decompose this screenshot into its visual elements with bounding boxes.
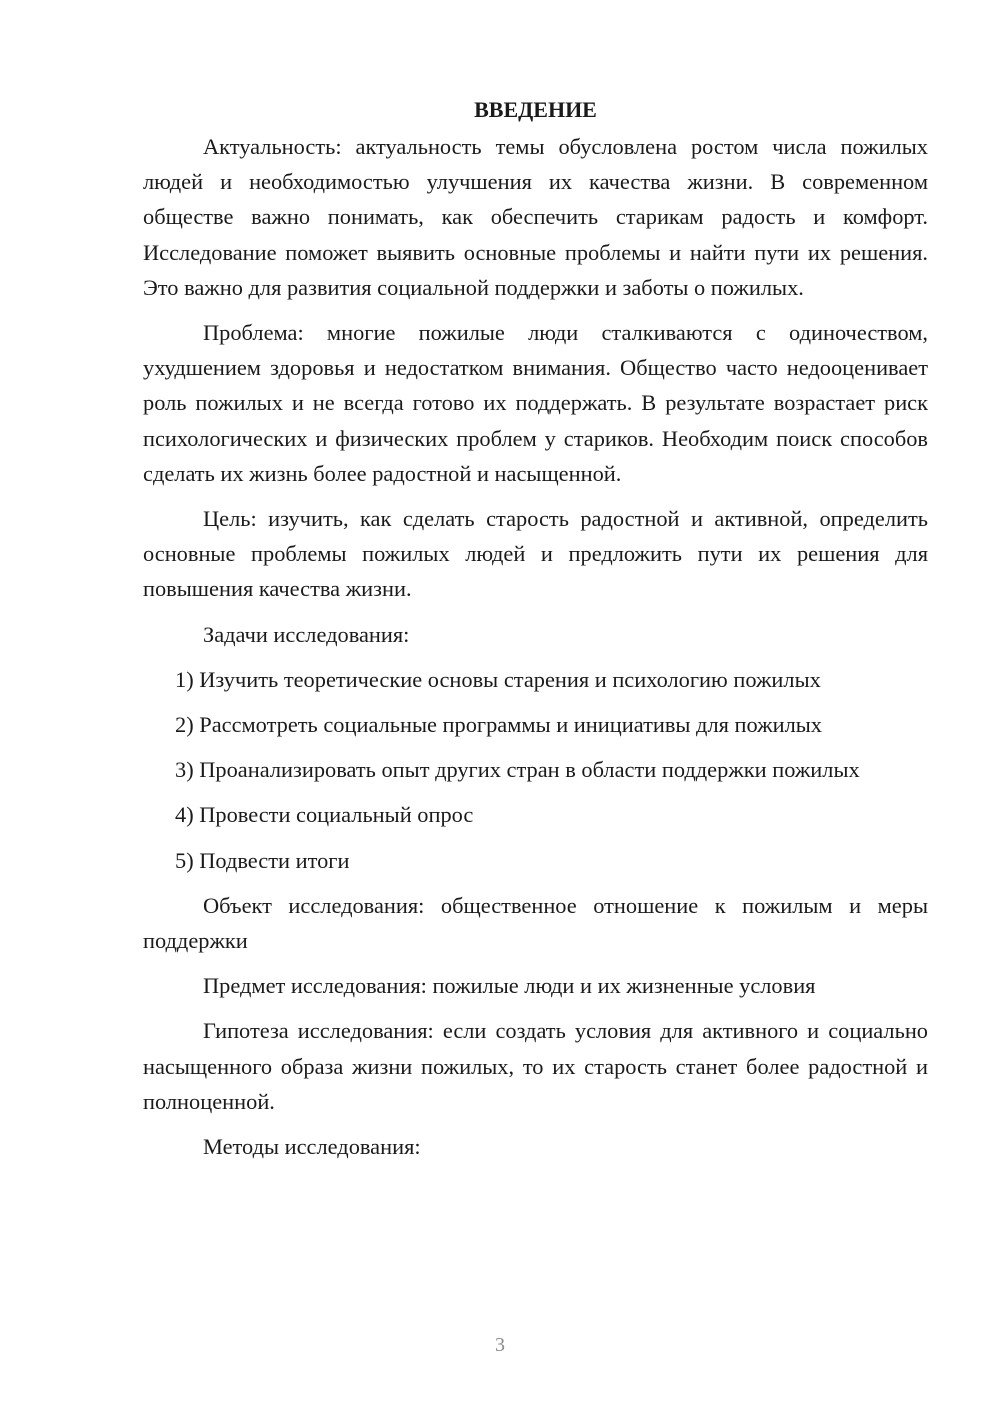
page-number: 3	[495, 1334, 505, 1356]
task-item-2: 2) Рассмотреть социальные программы и инициативы для пожилых	[175, 712, 822, 738]
page-body	[143, 92, 928, 1174]
section-title: ВВЕДЕНИЕ	[474, 97, 597, 122]
goal-paragraph: Цель: изучить, как сделать старость радостной и активной, определить основные проблемы пожилых людей и предложить пути их решения для повышения качества жизни.	[143, 506, 928, 602]
tasks-heading: Задачи исследования:	[203, 621, 410, 647]
problem-paragraph: Проблема: многие пожилые люди сталкиваются с одиночеством, ухудшением здоровья и недостатком внимания. Общество часто недооценивает роль пожилых и не всегда готово их поддержать. В результате возрастает риск психологических и физических проблем у стариков. Необходим поиск способов сделать их жизнь более радостной и насыщенной.	[143, 320, 928, 486]
task-item-4: 4) Провести социальный опрос	[175, 802, 474, 828]
task-item-5: 5) Подвести итоги	[175, 847, 350, 873]
task-item-1: 1) Изучить теоретические основы старения и психологию пожилых	[175, 666, 821, 692]
task-item-3: 3) Проанализировать опыт других стран в области поддержки пожилых	[175, 757, 860, 783]
object-paragraph: Объект исследования: общественное отношение к пожилым и меры поддержки	[143, 892, 928, 954]
methods-heading: Методы исследования:	[203, 1134, 421, 1160]
subject-paragraph: Предмет исследования: пожилые люди и их жизненные условия	[203, 973, 816, 999]
relevance-paragraph: Актуальность: актуальность темы обусловлена ростом числа пожилых людей и необходимостью улучшения их качества жизни. В современном обществе важно понимать, как обеспечить старикам радость и комфорт. Исследование поможет выявить основные проблемы и найти пути их решения. Это важно для развития социальной поддержки и заботы о пожилых.	[143, 134, 928, 300]
hypothesis-paragraph: Гипотеза исследования: если создать условия для активного и социально насыщенного образа жизни пожилых, то их старость станет более радостной и полноценной.	[143, 1018, 928, 1114]
